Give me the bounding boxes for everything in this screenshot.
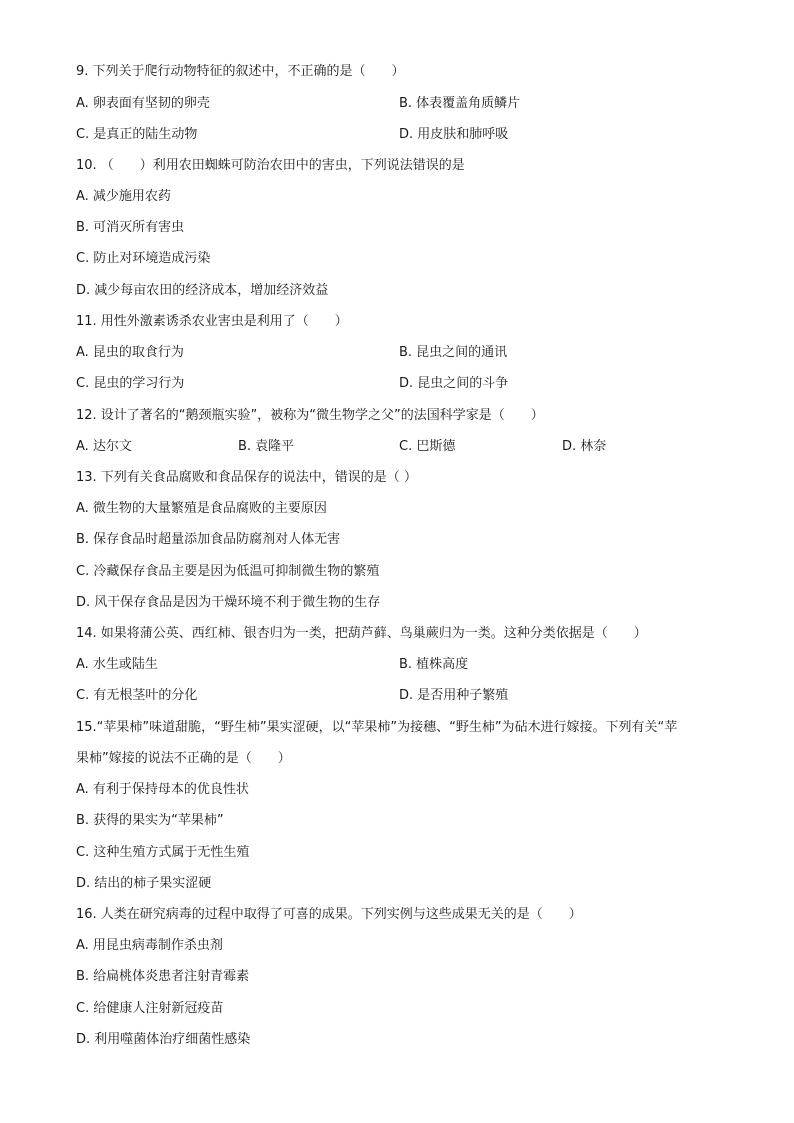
question-16-option-d: D. 利用噬菌体治疗细菌性感染	[76, 1032, 251, 1047]
question-16-option-b: B. 给扁桃体炎患者注射青霉素	[76, 969, 250, 984]
question-11-option-d: D. 昆虫之间的斗争	[399, 376, 509, 391]
question-15-stem-line1: 15.“苹果柿”味道甜脆，“野生柿”果实涩硬，以“苹果柿”为接穗、“野生柿”为砧木进行嫁接。下列有关“苹	[76, 720, 678, 735]
question-14-stem: 14. 如果将蒲公英、西红柿、银杏归为一类，把葫芦藓、鸟巢蕨归为一类。这种分类依据是（ ）	[76, 626, 647, 641]
question-15-option-a: A. 有利于保持母本的优良性状	[76, 782, 249, 797]
question-9-option-a: A. 卵表面有坚韧的卵壳	[76, 96, 210, 111]
question-12-option-a: A. 达尔文	[76, 439, 132, 454]
question-12-stem: 12. 设计了著名的“鹅颈瓶实验”，被称为“微生物学之父”的法国科学家是（ ）	[76, 408, 544, 423]
question-10-option-b: B. 可消灭所有害虫	[76, 220, 185, 235]
question-11-option-b: B. 昆虫之间的通讯	[399, 345, 508, 360]
question-9-stem: 9. 下列关于爬行动物特征的叙述中，不正确的是（ ）	[76, 64, 405, 79]
question-12-option-d: D. 林奈	[562, 439, 607, 454]
question-11-option-c: C. 昆虫的学习行为	[76, 376, 185, 391]
question-16-option-a: A. 用昆虫病毒制作杀虫剂	[76, 938, 223, 953]
question-11-stem: 11. 用性外激素诱杀农业害虫是利用了（ ）	[76, 314, 348, 329]
question-10-stem: 10. （ ）利用农田蜘蛛可防治农田中的害虫，下列说法错误的是	[76, 158, 465, 173]
question-13-option-c: C. 冷藏保存食品主要是因为低温可抑制微生物的繁殖	[76, 564, 380, 579]
question-10-option-d: D. 减少每亩农田的经济成本，增加经济效益	[76, 283, 329, 298]
question-15-option-c: C. 这种生殖方式属于无性生殖	[76, 845, 250, 860]
question-13-stem: 13. 下列有关食品腐败和食品保存的说法中，错误的是（ ）	[76, 470, 417, 485]
question-14-option-b: B. 植株高度	[399, 657, 469, 672]
question-14-option-a: A. 水生或陆生	[76, 657, 158, 672]
question-14-option-c: C. 有无根茎叶的分化	[76, 688, 198, 703]
question-15-option-b: B. 获得的果实为“苹果柿”	[76, 813, 224, 828]
question-10-option-c: C. 防止对环境造成污染	[76, 251, 211, 266]
question-15-stem-line2: 果柿”嫁接的说法不正确的是（ ）	[76, 751, 291, 766]
question-10-option-a: A. 减少施用农药	[76, 189, 171, 204]
question-12-option-c: C. 巴斯德	[399, 439, 456, 454]
question-12-option-b: B. 袁隆平	[238, 439, 295, 454]
question-9-option-b: B. 体表覆盖角质鳞片	[399, 96, 521, 111]
question-11-option-a: A. 昆虫的取食行为	[76, 345, 184, 360]
question-14-option-d: D. 是否用种子繁殖	[399, 688, 509, 703]
question-13-option-d: D. 风干保存食品是因为干燥环境不利于微生物的生存	[76, 595, 381, 610]
question-16-stem: 16. 人类在研究病毒的过程中取得了可喜的成果。下列实例与这些成果无关的是（ ）	[76, 907, 582, 922]
question-15-option-d: D. 结出的柿子果实涩硬	[76, 876, 212, 891]
question-13-option-b: B. 保存食品时超量添加食品防腐剂对人体无害	[76, 532, 341, 547]
question-9-option-c: C. 是真正的陆生动物	[76, 127, 198, 142]
question-9-option-d: D. 用皮肤和肺呼吸	[399, 127, 509, 142]
question-16-option-c: C. 给健康人注射新冠疫苗	[76, 1001, 224, 1016]
question-13-option-a: A. 微生物的大量繁殖是食品腐败的主要原因	[76, 501, 327, 516]
